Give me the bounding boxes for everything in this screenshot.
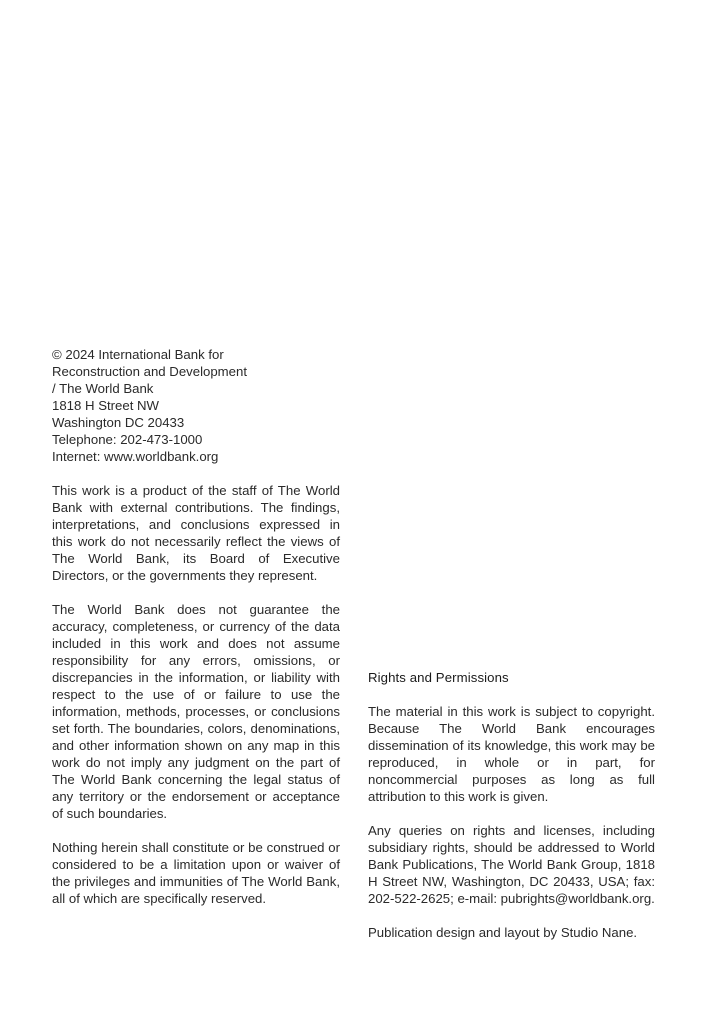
disclaimer-staff-paragraph: This work is a product of the staff of The World Bank with external contributions. The findings, interpretations, and conclusions expressed in this work do not necessarily reflect the views of The World Bank, its Board of Executive Directors, or the governments they represent. [52,483,340,583]
right-column [368,669,655,958]
privileges-immunities-paragraph: Nothing herein shall constitute or be construed or considered to be a limitation upon or waiver of the privileges and immunities of The World Bank, all of which are specifically reserved. [52,840,340,906]
address-line-street: 1818 H Street NW [52,398,160,413]
address-line-city: Washington DC 20433 [52,415,185,430]
disclaimer-accuracy-paragraph: The World Bank does not guarantee the accuracy, completeness, or currency of the data included in this work and does not assume responsibility for any errors, omissions, or discrepancies in the information, or liability with respect to the use of or failure to use the information, methods, processes, or conclusions set forth. The boundaries, colors, denominations, and other information shown on any map in this work do not imply any judgment on the part of The World Bank concerning the legal status of any territory or the endorsement or acceptance of such boundaries. [52,602,340,821]
address-line-org-2: / The World Bank [52,381,154,396]
address-line-org: Reconstruction and Development [52,364,247,379]
address-line-telephone: Telephone: 202-473-1000 [52,432,203,447]
left-column [52,346,340,924]
rights-copyright-paragraph: The material in this work is subject to copyright. Because The World Bank encourages dissemination of its knowledge, this work may be reproduced, in whole or in part, for noncommercial purposes as long as full attribution to this work is given. [368,704,655,804]
design-credit-paragraph: Publication design and layout by Studio Nane. [368,925,638,940]
rights-queries-paragraph: Any queries on rights and licenses, including subsidiary rights, should be addressed to World Bank Publications, The World Bank Group, 1818 H Street NW, Washington, DC 20433, USA; fax: 202-522-2625; e-mail: pubrights@worldbank.org. [368,823,655,906]
rights-permissions-heading: Rights and Permissions [368,670,509,685]
address-line-internet[interactable]: Internet: www.worldbank.org [52,449,219,464]
publisher-address [52,346,340,465]
address-line-copyright: © 2024 International Bank for [52,347,224,362]
